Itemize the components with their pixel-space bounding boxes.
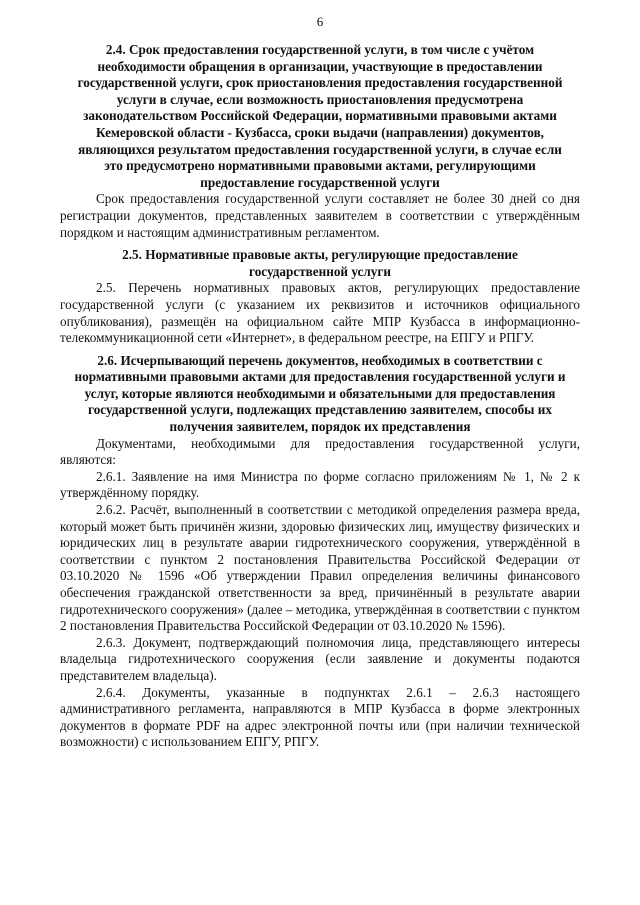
section-2-6-4-text: 2.6.4. Документы, указанные в подпунктах 2.6.1 – 2.6.3 настоящего административного регламента, направляются в МПР Кузбасса в форме электронных документов в формате PDF на адрес электронной почты или (при наличии технической возможности) с использованием ЕПГУ, РПГУ. (60, 684, 580, 750)
section-2-4-text: Срок предоставления государственной услуги составляет не более 30 дней со дня регистрации документов, представленных заявителем в соответствии с утверждённым порядком и настоящим административным регламентом. (60, 191, 580, 240)
page-number: 6 (316, 14, 324, 29)
section-2-6-heading: 2.6. Исчерпывающий перечень документов, необходимых в соответствии с нормативными правовыми актами для предоставления государственной услуги и услуг, которые являются необходимыми и обязательными для предоставления государственной услуги, подлежащих представлению заявителем, способы их получения заявителем, порядок их представления (74, 352, 566, 435)
section-2-6-1-text: 2.6.1. Заявление на имя Министра по форме согласно приложениям № 1, № 2 к утверждённому порядку. (60, 468, 580, 501)
section-2-4-heading: 2.4. Срок предоставления государственной услуги, в том числе с учётом необходимости обращения в организации, участвующие в предоставлении государственной услуги, срок приостановления предоставления государственной услуги в случае, если возможность приостановления предусмотрена законодательством Российской Федерации, нормативными правовыми актами Кемеровской области - Кузбасса, сроки выдачи (направления) документов, являющихся результатом предоставления государственной услуги, в случае если это предусмотрено нормативными правовыми актами, регулирующими предоставление государственной услуги (77, 42, 563, 190)
section-2-6-intro: Документами, необходимыми для предоставления государственной услуги, являются: (60, 435, 580, 468)
page-content (60, 42, 580, 751)
section-2-6-2-text: 2.6.2. Расчёт, выполненный в соответствии с методикой определения размера вреда, который может быть причинён жизни, здоровью физических лиц, имуществу физических и юридических лиц в результате аварии гидротехнического сооружения, утверждённой в соответствии с пунктом 2 постановления Правительства Российской Федерации от 03.10.2020 № 1596 «Об утверждении Правил определения величины финансового обеспечения гражданской ответственности за вред, причинённый в результате аварии гидротехнического сооружения» (далее – методика, утверждённая в соответствии с пунктом 2 постановления Правительства Российской Федерации от 03.10.2020 № 1596). (60, 502, 580, 634)
section-2-5-text: 2.5. Перечень нормативных правовых актов, регулирующих предоставление государственной услуги (с указанием их реквизитов и источников официального опубликования), размещён на официальном сайте МПР Кузбасса в информационно-телекоммуникационной сети «Интернет», в федеральном реестре, на ЕПГУ и РПГУ. (60, 280, 580, 346)
section-2-6-3-text: 2.6.3. Документ, подтверждающий полномочия лица, представляющего интересы владельца гидротехнического сооружения (если заявление и документы подаются представителем владельца). (60, 634, 580, 683)
section-2-5-heading: 2.5. Нормативные правовые акты, регулирующие предоставление государственной услуги (122, 247, 518, 279)
